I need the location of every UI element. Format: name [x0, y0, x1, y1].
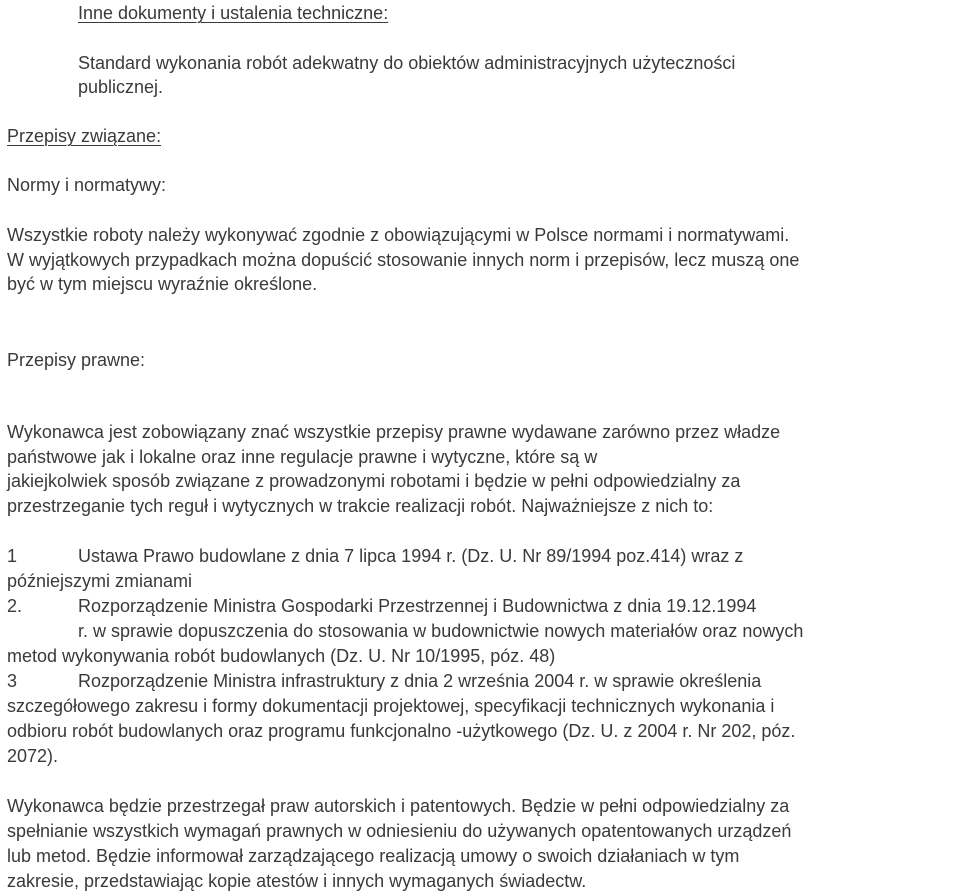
closing-text-line-2: spełnianie wszystkich wymagań prawnych w odniesieniu do używanych opatentowanych urządzeń — [7, 821, 792, 841]
list-item-number: 1 — [7, 546, 18, 566]
section-heading-related-regulations: Przepisy związane: — [7, 126, 162, 146]
list-item-2-continuation-2: metod wykonywania robót budowlanych (Dz. U. Nr 10/1995, póz. 48) — [7, 646, 556, 666]
norms-text-line-2: W wyjątkowych przypadkach można dopuścić stosowanie innych norm i przepisów, lecz muszą one — [7, 250, 800, 270]
list-item-3-continuation-3: 2072). — [7, 746, 59, 766]
legal-intro-line-3: jakiejkolwiek sposób związane z prowadzonymi robotami i będzie w pełni odpowiedzialny za — [7, 471, 741, 491]
norms-text-line-1: Wszystkie roboty należy wykonywać zgodnie z obowiązującymi w Polsce normami i normatywami. — [7, 225, 790, 245]
section-heading-other-documents: Inne dokumenty i ustalenia techniczne: — [78, 3, 389, 23]
list-item-number: 3 — [7, 671, 18, 691]
list-item-text: Rozporządzenie Ministra infrastruktury z dnia 2 września 2004 r. w sprawie określenia — [78, 671, 762, 691]
legal-intro-line-4: przestrzeganie tych reguł i wytycznych w trakcie realizacji robót. Najważniejsze z nich to: — [7, 496, 714, 516]
legal-intro-line-2: państwowe jak i lokalne oraz inne regulacje prawne i wytyczne, które są w — [7, 447, 598, 467]
list-item-1 — [7, 544, 743, 568]
standard-text-line-2: publicznej. — [78, 77, 164, 97]
legal-intro-line-1: Wykonawca jest zobowiązany znać wszystkie przepisy prawne wydawane zarówno przez władze — [7, 422, 781, 442]
closing-text-line-3: lub metod. Będzie informował zarządzającego realizacją umowy o swoich działaniach w tym — [7, 846, 740, 866]
list-item-3-continuation-2: odbioru robót budowlanych oraz programu funkcjonalno -użytkowego (Dz. U. z 2004 r. Nr 202, póz. — [7, 721, 796, 741]
list-item-2 — [7, 594, 756, 618]
norms-subheading: Normy i normatywy: — [7, 175, 167, 195]
closing-text-line-1: Wykonawca będzie przestrzegał praw autorskich i patentowych. Będzie w pełni odpowiedzialny za — [7, 796, 790, 816]
closing-text-line-4: zakresie, przedstawiając kopie atestów i innych wymaganych świadectw. — [7, 871, 587, 891]
list-item-2-continuation-1: r. w sprawie dopuszczenia do stosowania w budownictwie nowych materiałów oraz nowych — [78, 621, 804, 641]
list-item-text: Rozporządzenie Ministra Gospodarki Przestrzennej i Budownictwa z dnia 19.12.1994 — [78, 596, 757, 616]
list-item-3-continuation-1: szczegółowego zakresu i formy dokumentacji projektowej, specyfikacji technicznych wykonania i — [7, 696, 775, 716]
standard-text-line-1: Standard wykonania robót adekwatny do obiektów administracyjnych użyteczności — [78, 53, 736, 73]
norms-text-line-3: być w tym miejscu wyraźnie określone. — [7, 274, 318, 294]
list-item-number: 2. — [7, 596, 23, 616]
list-item-1-continuation: późniejszymi zmianami — [7, 571, 193, 591]
list-item-3 — [7, 669, 761, 693]
legal-regulations-subheading: Przepisy prawne: — [7, 350, 146, 370]
list-item-text: Ustawa Prawo budowlane z dnia 7 lipca 1994 r. (Dz. U. Nr 89/1994 poz.414) wraz z — [78, 546, 744, 566]
